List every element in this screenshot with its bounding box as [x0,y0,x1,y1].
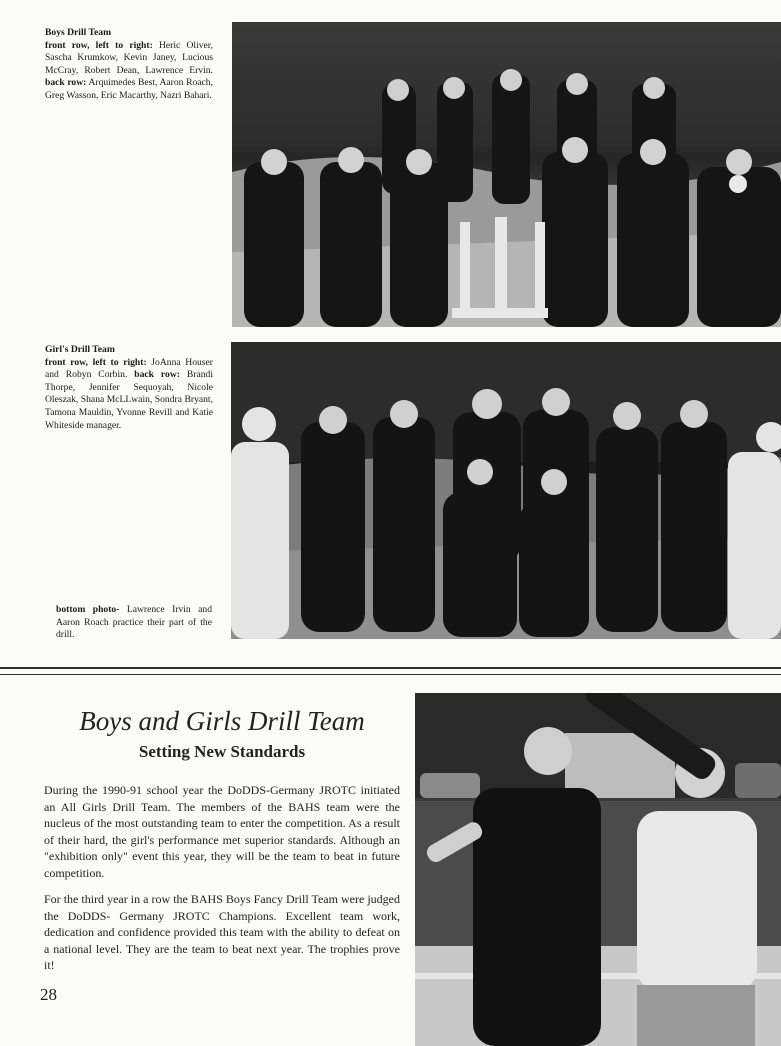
bottom-photo-text: Lawrence Irvin and Aaron Roach practice their part of the drill. [56,604,212,641]
boys-front-row-names: Heric Oliver, Sascha Krumkow, Kevin Janey, Lucious McCray, Robert Dean, Lawrence Ervin. [45,39,213,76]
article-paragraph-1: During the 1990-91 school year the DoDDS-Germany JROTC initiated an All Girls Drill Team. The members of the BAHS team were the nucleus of the most outstanding team to enter the competition. As a result of their hard, the girl's performance met superior standards. Although an "exhibition only" event this year, they will be the team to beat in future competition. [44,783,400,880]
article-headline: Boys and Girls Drill Team [79,706,365,736]
bottom-photo-label: bottom photo- [56,604,120,615]
article-subheadline: Setting New Standards [138,742,306,761]
boys-drill-team-photo [232,22,781,327]
boys-caption-title: Boys Drill Team [45,27,112,38]
section-divider-bottom [0,674,781,675]
boys-front-row-label: front row, left to right: [45,39,153,51]
girls-back-row-label: back row: [134,369,180,381]
girls-front-row-names: JoAnna Houser and Robyn Corbin. [45,356,213,381]
girls-back-row-names: Brandi Thorpe, Jennifer Sequoyah, Nicole Oleszak, Shana McLLwain, Sondra Bryant, Tamona Mauldin, Yvonne Revill and Katie Whiteside manager. [45,369,213,431]
boys-back-row-names: Arquimedes Best, Aaron Roach, Greg Wasson, Eric Macarthy, Nazri Bahari. [45,77,213,101]
section-divider-top [0,667,781,669]
girls-caption-title: Girl's Drill Team [45,344,115,355]
drill-practice-photo [415,693,781,1046]
girls-drill-team-photo [231,342,781,639]
boys-team-caption [45,27,213,103]
article-paragraph-2: For the third year in a row the BAHS Boys Fancy Drill Team were judged the DoDDS- Germany JROTC Champions. Excellent team work, dedication and confidence provided this team with the ability to defeat on a national level. They are the team to beat next year. The trophies prove it! [44,892,400,973]
girls-front-row-label: front row, left to right: [45,356,147,368]
page-number: 28 [40,985,57,1004]
boys-back-row-label: back row: [45,77,87,89]
bottom-photo-caption [56,604,212,642]
girls-team-caption [45,344,213,432]
